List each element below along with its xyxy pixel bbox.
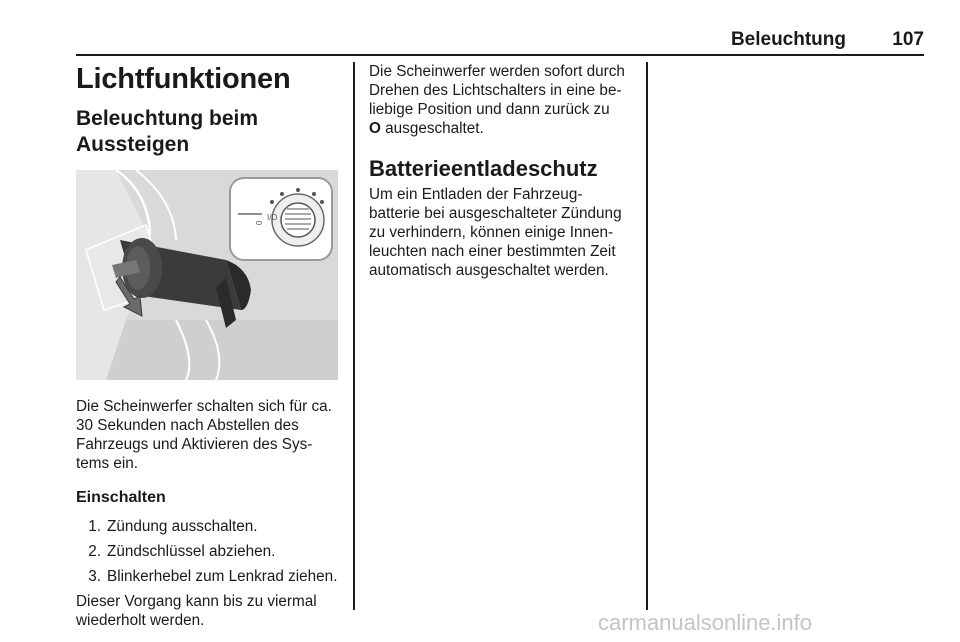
running-header-title: Beleuchtung (730, 29, 846, 50)
middle-column (369, 62, 635, 280)
column-divider-2 (646, 62, 648, 610)
column-divider-1 (353, 62, 355, 610)
light-switch-illustration (76, 170, 338, 380)
list-item: 2. Zündschlüssel abziehen. (88, 543, 276, 560)
watermark: carmanualsonline.info (598, 610, 813, 635)
svg-text:0: 0 (255, 220, 264, 225)
left-column (76, 62, 342, 630)
heading-battery-protection: Batterieentladeschutz (369, 156, 598, 181)
list-item: 3. Blinkerhebel zum Lenkrad ziehen. (88, 568, 338, 585)
paragraph-headlights: Die Scheinwerfer werden sofort durch Drehen des Lichtschalters in eine be- liebige Position und dann zurück zu O ausgeschaltet. (369, 63, 625, 137)
page-number: 107 (892, 29, 924, 50)
sub-heading-einschalten: Einschalten (76, 489, 166, 506)
paragraph-intro: Die Scheinwerfer schalten sich für ca. 30 Sekunden nach Abstellen des Fahrzeugs und Aktivieren des Sys- tems ein. (76, 398, 332, 472)
switch-position-symbol: O (369, 120, 381, 137)
paragraph-battery-protection: Um ein Entladen der Fahrzeug- batterie bei ausgeschalteter Zündung zu verhindern, können einige Innen- leuchten nach einer bestimmten Zeit automatisch ausgeschaltet werden. (369, 186, 622, 279)
paragraph-repeat: Dieser Vorgang kann bis zu viermal wiederholt werden. (76, 593, 317, 629)
section-heading: Beleuchtung beim Aussteigen (76, 107, 259, 156)
main-heading: Lichtfunktionen (76, 63, 291, 95)
list-item: 1. Zündung ausschalten. (88, 518, 258, 535)
steps-list (76, 517, 342, 586)
header-rule (76, 54, 924, 56)
figure-label: I/D (267, 213, 278, 222)
